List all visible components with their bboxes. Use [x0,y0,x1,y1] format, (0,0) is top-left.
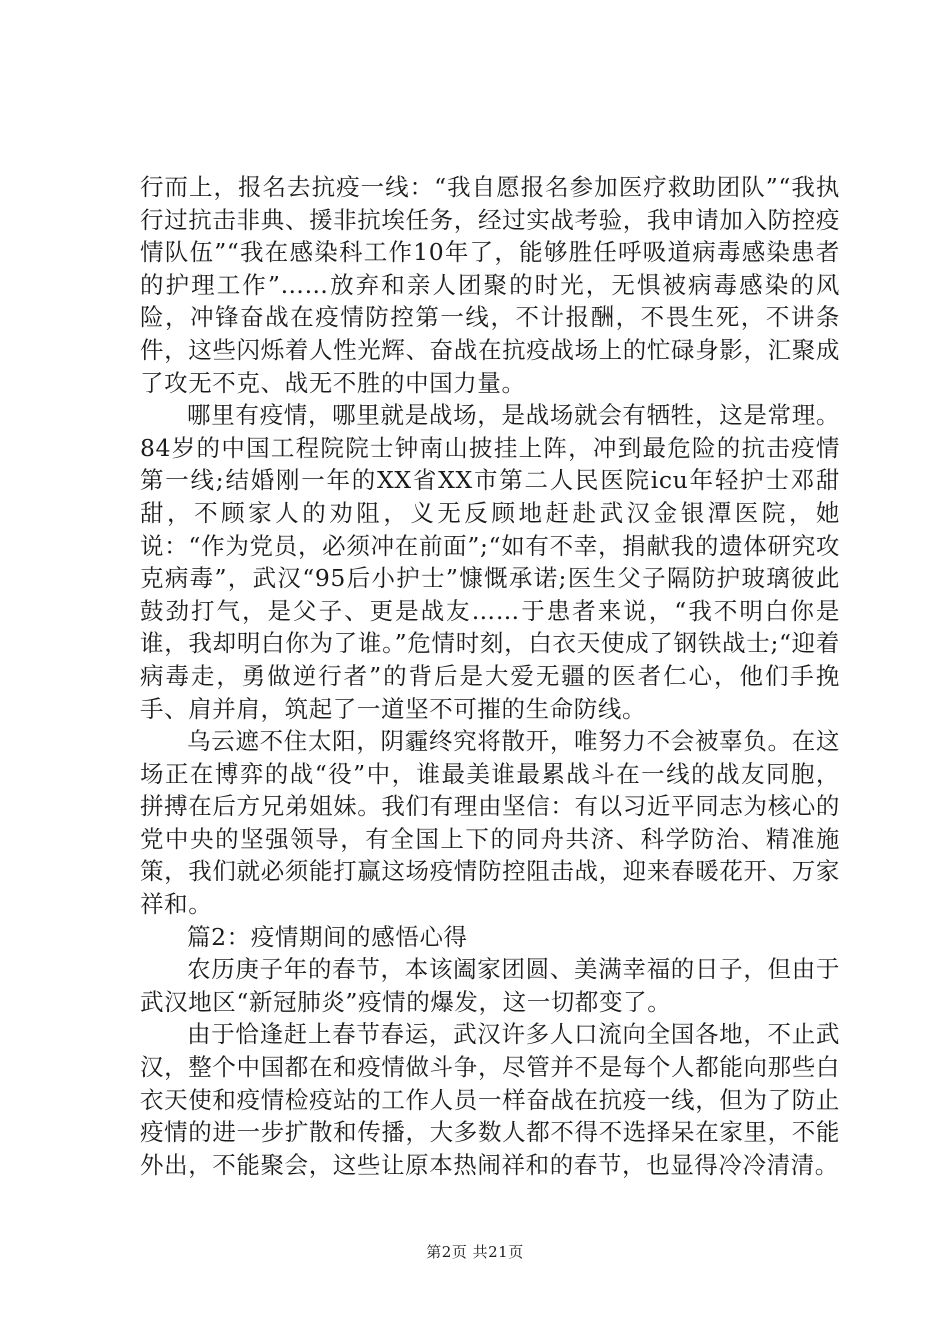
paragraph-2: 哪里有疫情，哪里就是战场，是战场就会有牺牲，这是常理。84岁的中国工程院院士钟南山披挂上阵，冲到最危险的抗击疫情第一线;结婚刚一年的XX省XX市第二人民医院icu年轻护士邓甜甜，不顾家人的劝阻，义无反顾地赶赴武汉金银潭医院，她说：“作为党员，必须冲在前面”;“如有不幸，捐献我的遗体研究攻克病毒”，武汉“95后小护士”慷慨承诺;医生父子隔防护玻璃彼此鼓劲打气，是父子、更是战友……于患者来说，“我不明白你是谁，我却明白你为了谁。”危情时刻，白衣天使成了钢铁战士;“迎着病毒走，勇做逆行者”的背后是大爱无疆的医者仁心，他们手挽手、肩并肩，筑起了一道坚不可摧的生命防线。 [140,401,840,723]
paragraph-5: 由于恰逢赶上春节春运，武汉许多人口流向全国各地，不止武汉，整个中国都在和疫情做斗争，尽管并不是每个人都能向那些白衣天使和疫情检疫站的工作人员一样奋战在抗疫一线，但为了防止疫情的进一步扩散和传播，大多数人都不得不选择呆在家里，不能外出，不能聚会，这些让原本热闹祥和的春节，也显得冷冷清清。 [140,1020,840,1179]
paragraph-3: 乌云遮不住太阳，阴霾终究将散开，唯努力不会被辜负。在这场正在博弈的战“役”中，谁最美谁最累战斗在一线的战友同胞，拼搏在后方兄弟姐妹。我们有理由坚信：有以习近平同志为核心的党中央的坚强领导，有全国上下的同舟共济、科学防治、精准施策，我们就必须能打赢这场疫情防控阻击战，迎来春暖花开、万家祥和。 [140,727,840,919]
section-heading: 篇2：疫情期间的感悟心得 [187,922,468,951]
paragraph-1: 行而上，报名去抗疫一线：“我自愿报名参加医疗救助团队”“我执行过抗击非典、援非抗埃任务，经过实战考验，我申请加入防控疫情队伍”“我在感染科工作10年了，能够胜任呼吸道病毒感染患者的护理工作”……放弃和亲人团聚的时光，无惧被病毒感染的风险，冲锋奋战在疫情防控第一线，不计报酬，不畏生死，不讲条件，这些闪烁着人性光辉、奋战在抗疫战场上的忙碌身影，汇聚成了攻无不克、战无不胜的中国力量。 [140,173,840,397]
paragraph-4: 农历庚子年的春节，本该阖家团圆、美满幸福的日子，但由于武汉地区“新冠肺炎”疫情的爆发，这一切都变了。 [140,955,840,1016]
document-body [140,171,840,1181]
page-footer: 第2页 共21页 [426,1243,524,1261]
